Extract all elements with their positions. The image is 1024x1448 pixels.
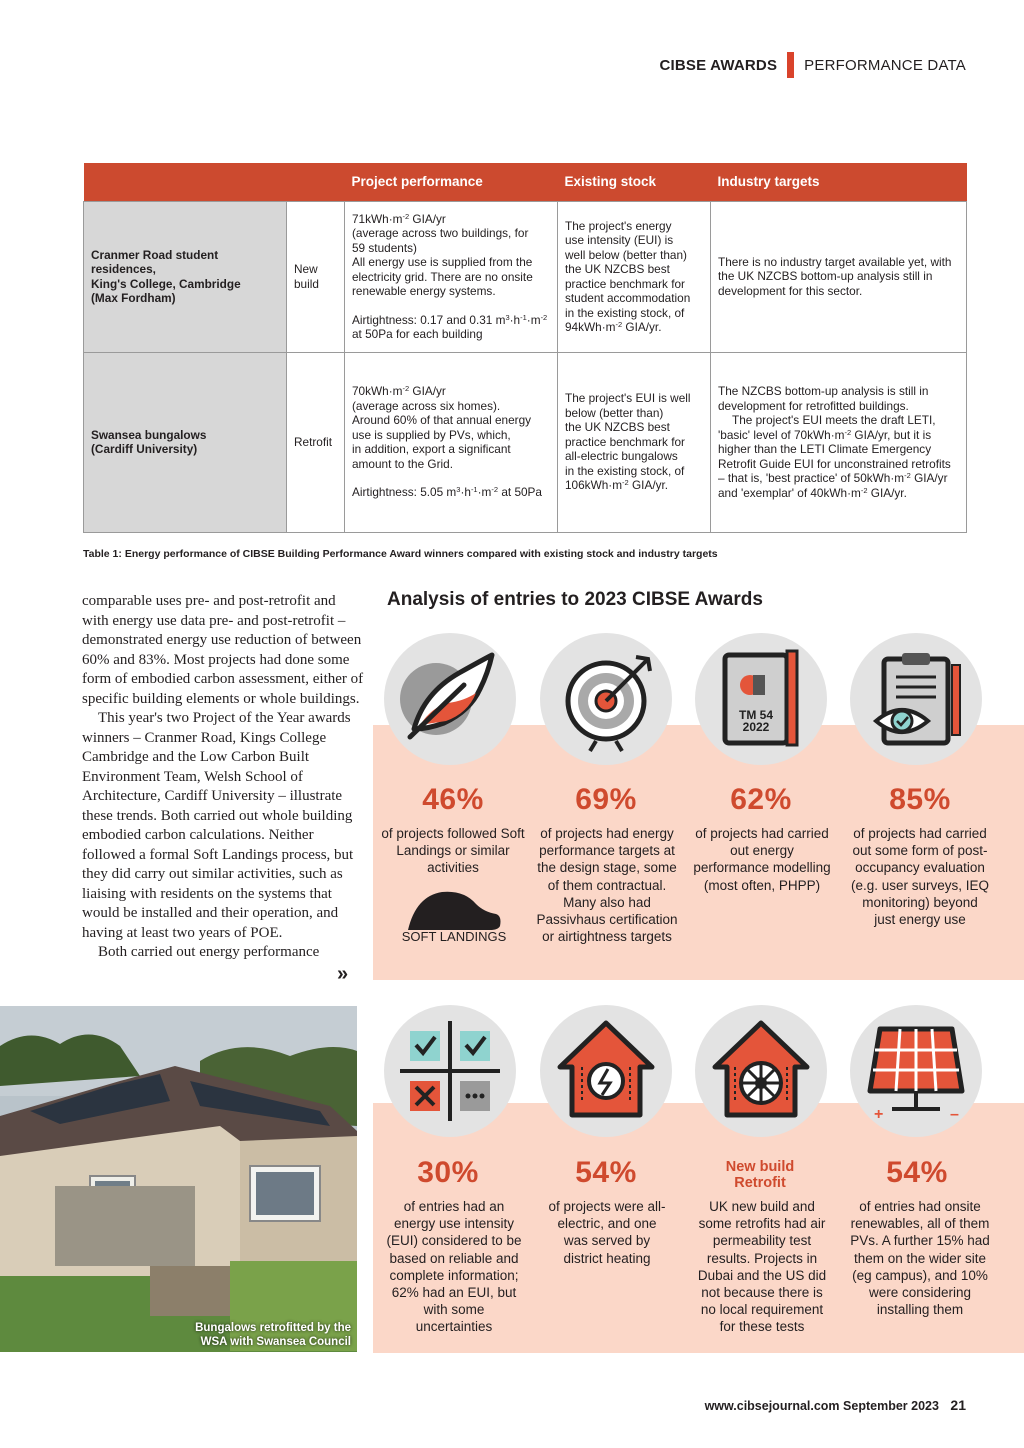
stat-value: 85% xyxy=(889,783,951,816)
table-row xyxy=(84,352,967,532)
analysis-title: Analysis of entries to 2023 CIBSE Awards xyxy=(387,589,763,610)
project-type-cell: Retrofit xyxy=(287,352,345,532)
stat-value: 30% xyxy=(417,1156,479,1189)
article-body xyxy=(82,592,365,963)
electric-house-icon xyxy=(540,1005,672,1137)
svg-text:–: – xyxy=(950,1106,959,1123)
existing-stock-cell: The project's EUI is well below (better than) the UK NZCBS best practice benchmark for all-electric bungalows in the existing stock, of $106kWh\cdot m^{-2}$ GIA/yr. xyxy=(558,352,711,532)
stat-description: of entries had onsite renewables, all of them PVs. A further 15% had them on the wider site (eg campus), and 10% were considering installing them xyxy=(850,1199,990,1318)
stat-description: of projects had carried out some form of post-occupancy evaluation (e.g. user surveys, IEQ monitoring) beyond just energy use xyxy=(850,826,990,928)
stat-value: 46% xyxy=(422,783,484,816)
fan-house-icon xyxy=(695,1005,827,1137)
performance-table xyxy=(83,163,967,533)
existing-stock-cell: The project's energy use intensity (EUI) is well below (better than) the UK NZCBS best practice benchmark for student accommodation in the existing stock, of $94kWh\cdot m^{-2}$ GIA/yr. xyxy=(558,201,711,352)
bungalow-photo xyxy=(0,1006,357,1352)
table-header-row xyxy=(84,163,967,201)
table-row xyxy=(84,201,967,352)
project-name-cell: Cranmer Road student residences, King's College, Cambridge (Max Fordham) xyxy=(84,201,287,352)
stat-value-new-build-retrofit: New build Retrofit xyxy=(725,1159,795,1191)
tm54-book-icon xyxy=(695,633,827,765)
header-divider xyxy=(787,52,794,78)
page-number: 21 xyxy=(950,1397,966,1413)
table-caption: Table 1: Energy performance of CIBSE Building Performance Award winners compared with existing stock and industry targets xyxy=(83,548,718,560)
stat-value: 69% xyxy=(575,783,637,816)
svg-text:TM 54: TM 54 xyxy=(738,708,774,722)
industry-targets-cell: The NZCBS bottom-up analysis is still in development for retrofitted buildings. The project's EUI meets the draft LETI, 'basic' level of $70kWh\cdot m^{-2}$ GIA/yr, but it is higher than the LETI Climate Emergency Retrofit Guide EUI for unconstrained retrofits – that is, 'best practice' of $50kWh\cdot m^{-2}$ GIA/yr and 'exemplar' of $40kWh\cdot m^{-2}$ GIA/yr. xyxy=(711,352,967,532)
article-paragraph: comparable uses pre- and post-retrofit and with energy use data pre- and post-retrofit – demonstrated energy use reduction of between 60% and 83%. Most projects had done some form of embodied carbon assessment, either of specific building elements or whole buildings. xyxy=(82,593,364,707)
clipboard-eye-icon xyxy=(850,633,982,765)
footer-issue: September 2023 xyxy=(843,1399,939,1413)
project-name-cell: Swansea bungalows (Cardiff University) xyxy=(84,352,287,532)
footer-site: www.cibsejournal.com xyxy=(704,1399,840,1413)
industry-targets-cell: There is no industry target available yet, with the UK NZCBS bottom-up analysis still in development for this sector. xyxy=(711,201,967,352)
solar-panel-icon xyxy=(850,1005,982,1137)
checklist-grid-icon xyxy=(384,1005,516,1137)
soft-landings-logo xyxy=(402,886,506,949)
page-footer xyxy=(705,1397,966,1413)
subsection-label: PERFORMANCE DATA xyxy=(804,56,966,74)
stat-value: 62% xyxy=(730,783,792,816)
stat-description: of projects had carried out energy performance modelling (most often, PHPP) xyxy=(693,826,831,893)
stat-description: UK new build and some retrofits had air permeability test results. Projects in Dubai and the US did not because there is no local requirement for these tests xyxy=(697,1199,827,1335)
article-paragraph: This year's two Project of the Year awards winners – Cranmer Road, Kings College Cambridge and the Low Carbon Built Environment Team, Welsh School of Architecture, Cardiff University – illustrate these trends. Both carried out whole building embodied carbon calculations. Neither followed a formal Soft Landings process, but they did carry out similar activities, such as liaising with residents on the systems that would be installed and their operation, and having at least two years of POE. xyxy=(82,710,354,941)
project-performance-cell: $71kWh\cdot m^{-2}$ GIA/yr (average across two buildings, for 59 students) All energy use is supplied from the electricity grid. There are no onsite renewable energy systems. Airtightness: 0.17 and 0.31 $m^3\cdot h^{-1}\cdot m^{-2}$ at 50Pa for each building xyxy=(345,201,558,352)
col-header-targets: Industry targets xyxy=(711,163,967,201)
feather-icon xyxy=(384,633,516,765)
project-type-cell: New build xyxy=(287,201,345,352)
section-label: CIBSE AWARDS xyxy=(659,56,778,74)
page-header xyxy=(659,50,966,80)
target-icon xyxy=(540,633,672,765)
svg-text:+: + xyxy=(874,1106,884,1123)
svg-text:2022: 2022 xyxy=(742,720,770,734)
stat-description: of projects followed Soft Landings or similar activities xyxy=(381,826,525,876)
stat-description: of projects were all-electric, and one was served by district heating xyxy=(548,1199,666,1266)
stat-value: 54% xyxy=(886,1156,948,1189)
photo-caption: Bungalows retrofitted by the WSA with Swansea Council xyxy=(195,1322,351,1348)
bungalow-image xyxy=(0,1006,357,1352)
project-performance-cell: $70kWh\cdot m^{-2}$ GIA/yr (average across six homes). Around 60% of that annual energy use is supplied by PVs, which, in addition, export a significant amount to the Grid. Airtightness: 5.05 $m^3\cdot h^{-1}\cdot m^{-2}$ at 50Pa xyxy=(345,352,558,532)
svg-text:SOFT LANDINGS: SOFT LANDINGS xyxy=(402,929,506,944)
col-header-performance: Project performance xyxy=(345,163,558,201)
article-paragraph: Both carried out energy performance xyxy=(98,944,320,960)
continue-mark: » xyxy=(337,963,349,985)
stat-description: of entries had an energy use intensity (EUI) considered to be based on reliable and complete information; 62% had an EUI, but with some uncertainties xyxy=(386,1199,522,1335)
stat-description: of projects had energy performance targets at the design stage, some of them contractual. Many also had Passivhaus certification or airtightness targets xyxy=(536,826,678,945)
col-header-stock: Existing stock xyxy=(558,163,711,201)
stat-value: 54% xyxy=(575,1156,637,1189)
